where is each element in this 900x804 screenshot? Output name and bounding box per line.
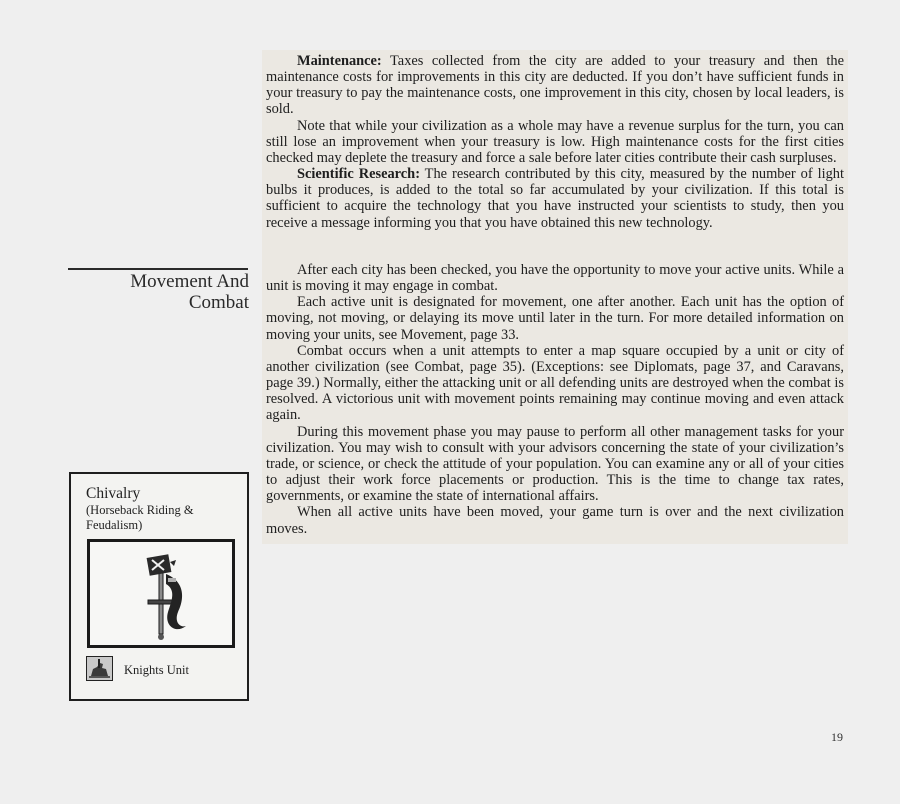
unit-label: Knights Unit xyxy=(124,663,189,677)
paragraph-management-tasks: During this movement phase you may pause to perform all other management tasks for your civilization. You may wish to consult with your advisors concerning the state of your civilization’s trade, or science, or check the attitude of your population. You can examine any or all of your cities to adjust their work force placements or production. This is the time to change tax rates, governments, or examine the state of international affairs. xyxy=(266,423,844,505)
chivalry-sword-banner-icon xyxy=(90,542,232,645)
paragraph-scientific-research xyxy=(266,166,844,231)
paragraph-maintenance xyxy=(266,53,844,118)
paragraph-move-units: After each city has been checked, you have the opportunity to move your active units. While a unit is moving it may engage in combat. xyxy=(266,262,844,295)
paragraph-revenue-note: Note that while your civilization as a whole may have a revenue surplus for the turn, you can still lose an improvement when your treasury is low. High maintenance costs for the first cities checked may deplete the treasury and force a sale before later cities contribute their cash surpluses. xyxy=(266,117,844,166)
main-text-block-lower xyxy=(266,262,844,537)
section-heading xyxy=(68,271,249,313)
sidebar-title: Chivalry xyxy=(86,485,141,502)
section-divider xyxy=(68,268,248,270)
paragraph-unit-movement: Each active unit is designated for movement, one after another. Each unit has the option of moving, not moving, or delaying its move until later in the turn. For more detailed information on moving your units, see Movement, page 33. xyxy=(266,294,844,343)
sidebar-subtitle xyxy=(86,503,236,532)
knights-unit-icon xyxy=(86,656,113,681)
main-text-block-upper xyxy=(266,53,844,231)
section-heading-line-2: Combat xyxy=(188,292,249,313)
page-number: 19 xyxy=(831,730,843,744)
maintenance-label: Maintenance: xyxy=(297,53,382,69)
sidebar-subtitle-line-2: Feudalism) xyxy=(86,517,143,532)
maintenance-text: Taxes collected from the city are added to your treasury and then the maintenance costs for improvements in this city are deducted. If you don’t have sufficient funds in your treasury to pay the maintenance costs, one improvement in this city, chosen by local leaders, is sold. xyxy=(266,53,844,118)
section-heading-line-1: Movement And xyxy=(130,271,249,292)
paragraph-turn-over: When all active units have been moved, your game turn is over and the next civilization moves. xyxy=(266,504,844,537)
scientific-research-label: Scientific Research: xyxy=(297,166,420,183)
sidebar-subtitle-line-1: (Horseback Riding & xyxy=(86,503,194,517)
scientific-research-text: The research contributed by this city, measured by the number of light bulbs it produces, is added to the total so far accumulated by your civilization. If this total is sufficient to acquire the technology that you have instructed your scientists to study, then you receive a message informing you that you have obtained this new technology. xyxy=(266,166,844,231)
chivalry-sidebar-box xyxy=(69,472,249,701)
chivalry-illustration-frame xyxy=(87,539,235,648)
paragraph-combat: Combat occurs when a unit attempts to enter a map square occupied by a unit or city of another civilization (see Combat, page 35). (Exceptions: see Diplomats, page 37, and Caravans, page 39.) Normally, either the attacking unit or all defending units are destroyed when the combat is resolved. A victorious unit with movement points remaining may continue moving and even attack again. xyxy=(266,342,844,424)
